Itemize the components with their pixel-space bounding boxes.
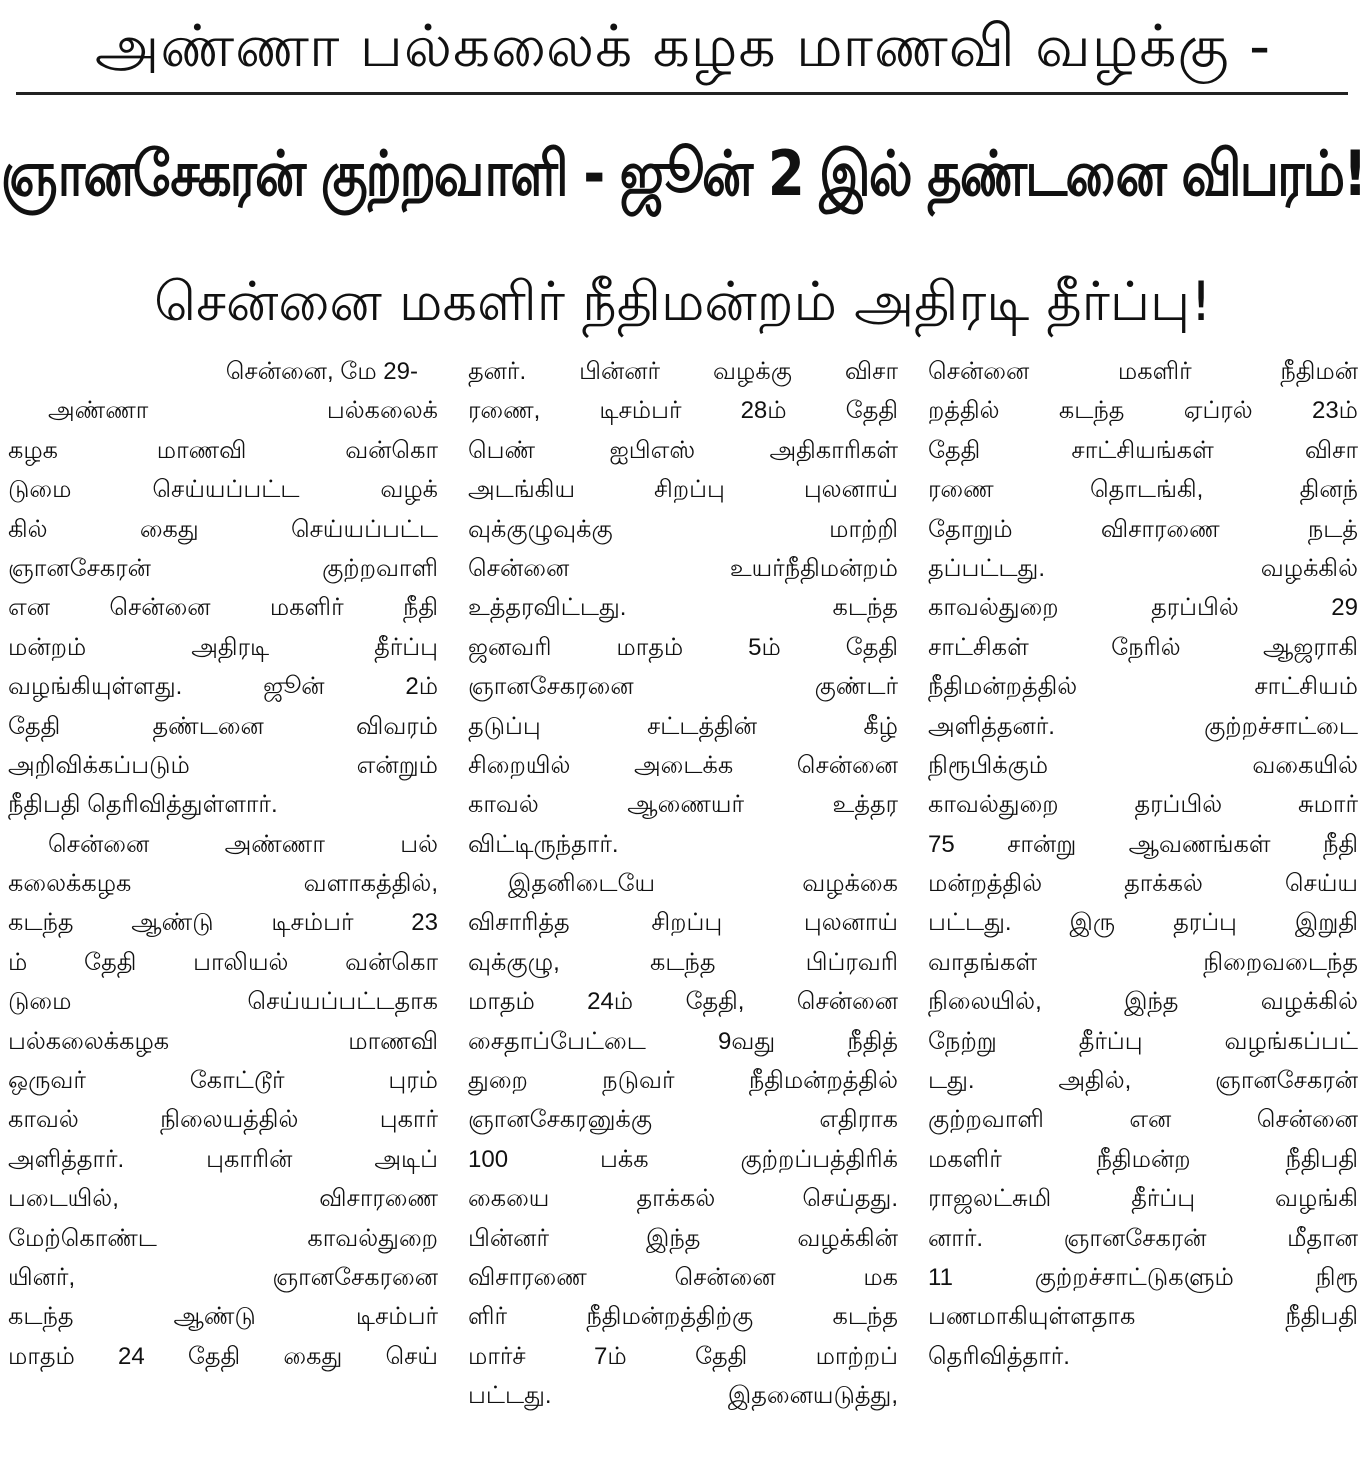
text-line: அளித்தனர். குற்றச்சாட்டை — [928, 712, 1358, 740]
text-line: மன்றம் அதிரடி தீர்ப்பு — [8, 633, 438, 661]
text-line: தனர். பின்னர் வழக்கு விசா — [468, 358, 898, 385]
text-line: ராஜலட்சுமி தீர்ப்பு வழங்கி — [928, 1185, 1358, 1213]
text-line: வுக்குழுவுக்கு மாற்றி — [468, 515, 898, 543]
text-line: மன்றத்தில் தாக்கல் செய்ய — [928, 870, 1358, 898]
text-line: றத்தில் கடந்த ஏப்ரல் 23ம் — [928, 397, 1358, 425]
text-line: வழங்கியுள்ளது. ஜூன் 2ம் — [8, 673, 438, 701]
divider-rule — [16, 92, 1348, 95]
text-line: 75 சான்று ஆவணங்கள் நீதி — [928, 830, 1358, 858]
text-line: ளிர் நீதிமன்றத்திற்கு கடந்த — [468, 1303, 898, 1331]
text-line: தடுப்பு சட்டத்தின் கீழ் — [468, 712, 898, 740]
text-line: பல்கலைக்கழக மாணவி — [8, 1027, 438, 1055]
text-line: டுமை செய்யப்பட்ட வழக் — [8, 476, 438, 504]
text-line: தெரிவித்தார். — [928, 1342, 1070, 1370]
text-line: டது. அதில், ஞானசேகரன் — [928, 1067, 1358, 1095]
text-line: பின்னர் இந்த வழக்கின் — [468, 1224, 898, 1252]
text-line: கடந்த ஆண்டு டிசம்பர் 23 — [8, 909, 438, 937]
text-line: 100 பக்க குற்றப்பத்திரிக் — [468, 1145, 898, 1173]
text-line: இதனிடையே வழக்கை — [508, 870, 898, 898]
text-line: மாதம் 24ம் தேதி, சென்னை — [468, 988, 898, 1016]
text-line: விட்டிருந்தார். — [468, 830, 619, 858]
text-line: ரணை தொடங்கி, தினந் — [928, 476, 1358, 504]
text-line: ஜனவரி மாதம் 5ம் தேதி — [468, 633, 898, 661]
text-line: டுமை செய்யப்பட்டதாக — [8, 988, 438, 1016]
text-line: ஞானசேகரனுக்கு எதிராக — [468, 1106, 898, 1134]
text-line: 11 குற்றச்சாட்டுகளும் நிரூ — [928, 1263, 1358, 1291]
text-line: அண்ணா பல்கலைக் — [48, 397, 438, 425]
text-line: கழக மாணவி வன்கொ — [8, 436, 438, 464]
main-headline: ஞானசேகரன் குற்றவாளி - ஜூன் 2 இல் தண்டனை விபரம்! — [0, 138, 1366, 211]
dateline: சென்னை, மே 29- — [225, 358, 418, 385]
text-line: ஒருவர் கோட்டூர் புரம் — [8, 1067, 438, 1095]
text-line: ஞானசேகரன் குற்றவாளி — [8, 554, 438, 582]
text-line: விசாரித்த சிறப்பு புலனாய் — [468, 909, 898, 937]
text-line: காவல் நிலையத்தில் புகார் — [8, 1106, 438, 1134]
text-line: வுக்குழு, கடந்த பிப்ரவரி — [468, 948, 898, 976]
article-column-1 — [8, 352, 438, 1452]
text-line: மகளிர் நீதிமன்ற நீதிபதி — [928, 1145, 1358, 1173]
text-line: மாதம் 24 தேதி கைது செய் — [8, 1342, 438, 1370]
text-line: சைதாப்பேட்டை 9வது நீதித் — [468, 1027, 898, 1055]
text-line: உத்தரவிட்டது. கடந்த — [468, 594, 898, 622]
text-line: தோறும் விசாரணை நடத் — [928, 515, 1358, 543]
text-line: நீதிமன்றத்தில் சாட்சியம் — [928, 673, 1358, 701]
text-line: சாட்சிகள் நேரில் ஆஜராகி — [928, 633, 1358, 661]
text-line: அறிவிக்கப்படும் என்றும் — [8, 751, 438, 779]
text-line: னார். ஞானசேகரன் மீதான — [928, 1224, 1358, 1252]
article-column-2 — [468, 352, 898, 1452]
text-line: குற்றவாளி என சென்னை — [928, 1106, 1358, 1134]
text-line: சென்னை மகளிர் நீதிமன் — [928, 358, 1358, 385]
text-line: சிறையில் அடைக்க சென்னை — [468, 751, 898, 779]
text-line: துறை நடுவர் நீதிமன்றத்தில் — [468, 1067, 898, 1095]
text-line: காவல்துறை தரப்பில் சுமார் — [928, 791, 1358, 819]
text-line: கில் கைது செய்யப்பட்ட — [8, 515, 438, 543]
text-line: நிரூபிக்கும் வகையில் — [928, 751, 1358, 779]
text-line: சென்னை உயர்நீதிமன்றம் — [468, 554, 898, 582]
text-line: பட்டது. இரு தரப்பு இறுதி — [928, 909, 1358, 937]
subheadline: சென்னை மகளிர் நீதிமன்றம் அதிரடி தீர்ப்பு! — [154, 270, 1212, 333]
text-line: சென்னை அண்ணா பல் — [48, 830, 438, 858]
article-column-3 — [928, 352, 1358, 1452]
text-line: அடங்கிய சிறப்பு புலனாய் — [468, 476, 898, 504]
text-line: விசாரணை சென்னை மக — [468, 1263, 898, 1291]
text-line: நேற்று தீர்ப்பு வழங்கப்பட் — [928, 1027, 1358, 1055]
text-line: தேதி சாட்சியங்கள் விசா — [928, 436, 1358, 464]
text-line: நீதிபதி தெரிவித்துள்ளார். — [8, 791, 278, 819]
text-line: வாதங்கள் நிறைவடைந்த — [928, 948, 1358, 976]
text-line: ம் தேதி பாலியல் வன்கொ — [8, 948, 438, 976]
text-line: ஞானசேகரனை குண்டர் — [468, 673, 898, 701]
text-line: கடந்த ஆண்டு டிசம்பர் — [8, 1303, 438, 1331]
text-line: படையில், விசாரணை — [8, 1185, 438, 1213]
text-line: மார்ச் 7ம் தேதி மாற்றப் — [468, 1342, 898, 1370]
text-line: காவல் ஆணையர் உத்தர — [468, 791, 898, 819]
text-line: பெண் ஐபிஎஸ் அதிகாரிகள் — [468, 436, 898, 464]
kicker-headline: அண்ணா பல்கலைக் கழக மாணவி வழக்கு - — [94, 12, 1272, 80]
text-line: காவல்துறை தரப்பில் 29 — [928, 594, 1358, 622]
text-line: நிலையில், இந்த வழக்கில் — [928, 988, 1358, 1016]
text-line: ரணை, டிசம்பர் 28ம் தேதி — [468, 397, 898, 425]
text-line: அளித்தார். புகாரின் அடிப் — [8, 1145, 438, 1173]
text-line: மேற்கொண்ட காவல்துறை — [8, 1224, 438, 1252]
text-line: யினர், ஞானசேகரனை — [8, 1263, 438, 1291]
text-line: பணமாகியுள்ளதாக நீதிபதி — [928, 1303, 1358, 1331]
text-line: கையை தாக்கல் செய்தது. — [468, 1185, 898, 1213]
text-line: கலைக்கழக வளாகத்தில், — [8, 870, 438, 898]
text-line: தப்பட்டது. வழக்கில் — [928, 554, 1358, 582]
text-line: என சென்னை மகளிர் நீதி — [8, 594, 438, 622]
article-body — [8, 352, 1358, 1452]
text-line: பட்டது. இதனையடுத்து, — [468, 1382, 898, 1410]
text-line: தேதி தண்டனை விவரம் — [8, 712, 438, 740]
